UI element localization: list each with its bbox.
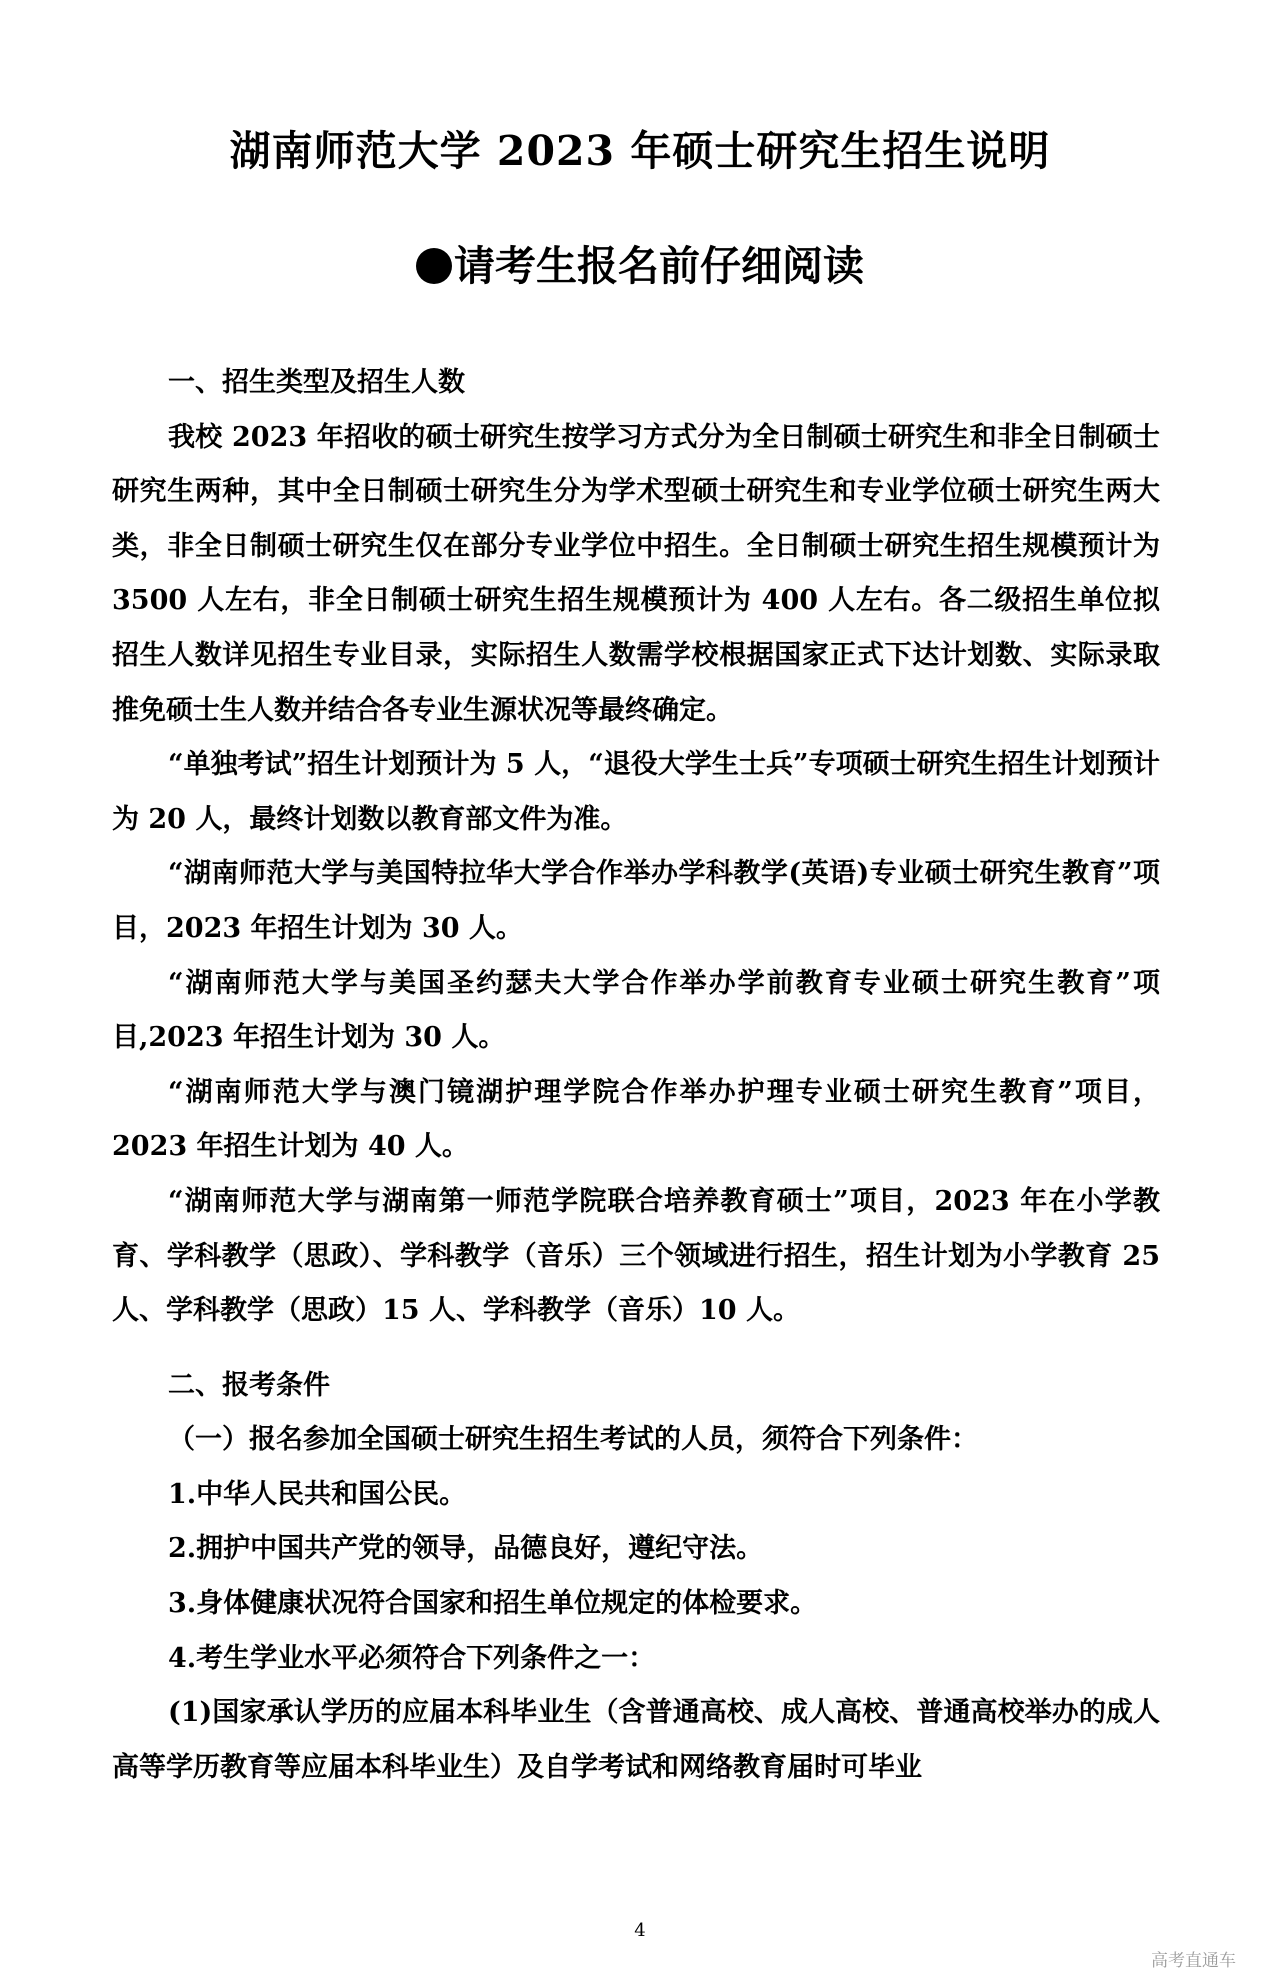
subtitle-text: 请考生报名前仔细阅读 <box>454 242 864 290</box>
document-title: 湖南师范大学 2023 年硕士研究生招生说明 <box>229 127 1051 175</box>
list-item: 4.考生学业水平必须符合下列条件之一： <box>168 1642 656 1674</box>
section-heading: 二、报考条件 <box>168 1369 330 1401</box>
paragraph: “单独考试”招生计划预计为 5 人，“退役大学生士兵”专项硕士研究生招生计划预计为 20 人，最终计划数以教育部文件为准。 <box>112 749 1160 835</box>
paragraph: （一）报名参加全国硕士研究生招生考试的人员，须符合下列条件： <box>168 1424 978 1456</box>
document-subtitle <box>0 233 1280 292</box>
watermark: 高考直通车 <box>1151 1951 1236 1971</box>
paragraph: “湖南师范大学与湖南第一师范学院联合培养教育硕士”项目，2023 年在小学教育、学科教学（思政）、学科教学（音乐）三个领域进行招生，招生计划为小学教育 25 人、学科教学（思政）15 人、学科教学（音乐）10 人。 <box>112 1185 1160 1327</box>
section-heading: 一、招生类型及招生人数 <box>168 367 465 398</box>
page-number: 4 <box>634 1920 646 1941</box>
document-body <box>112 356 1160 1795</box>
paragraph: “湖南师范大学与澳门镜湖护理学院合作举办护理专业硕士研究生教育”项目，2023 年招生计划为 40 人。 <box>112 1076 1160 1163</box>
paragraph: “湖南师范大学与美国特拉华大学合作举办学科教学(英语)专业硕士研究生教育”项目，2023 年招生计划为 30 人。 <box>112 858 1160 944</box>
paragraph: 我校 2023 年招收的硕士研究生按学习方式分为全日制硕士研究生和非全日制硕士研究生两种，其中全日制硕士研究生分为学术型硕士研究生和专业学位硕士研究生两大类，非全日制硕士研究生仅在部分专业学位中招生。全日制硕士研究生招生规模预计为3500 人左右，非全日制硕士研究生招生规模预计为 400 人左右。各二级招生单位拟招生人数详见招生专业目录，实际招生人数需学校根据国家正式下达计划数、实际录取推免硕士生人数并结合各专业生源状况等最终确定。 <box>112 421 1160 726</box>
list-item: 1.中华人民共和国公民。 <box>168 1478 467 1510</box>
list-item: (1)国家承认学历的应届本科毕业生（含普通高校、成人高校、普通高校举办的成人高等学历教育等应届本科毕业生）及自学考试和网络教育届时可毕业 <box>112 1697 1160 1783</box>
list-item: 3.身体健康状况符合国家和招生单位规定的体检要求。 <box>168 1588 818 1620</box>
list-item: 2.拥护中国共产党的领导，品德良好，遵纪守法。 <box>168 1533 764 1565</box>
paragraph: “湖南师范大学与美国圣约瑟夫大学合作举办学前教育专业硕士研究生教育”项目,2023 年招生计划为 30 人。 <box>112 967 1160 1054</box>
bullet-icon <box>416 248 452 284</box>
